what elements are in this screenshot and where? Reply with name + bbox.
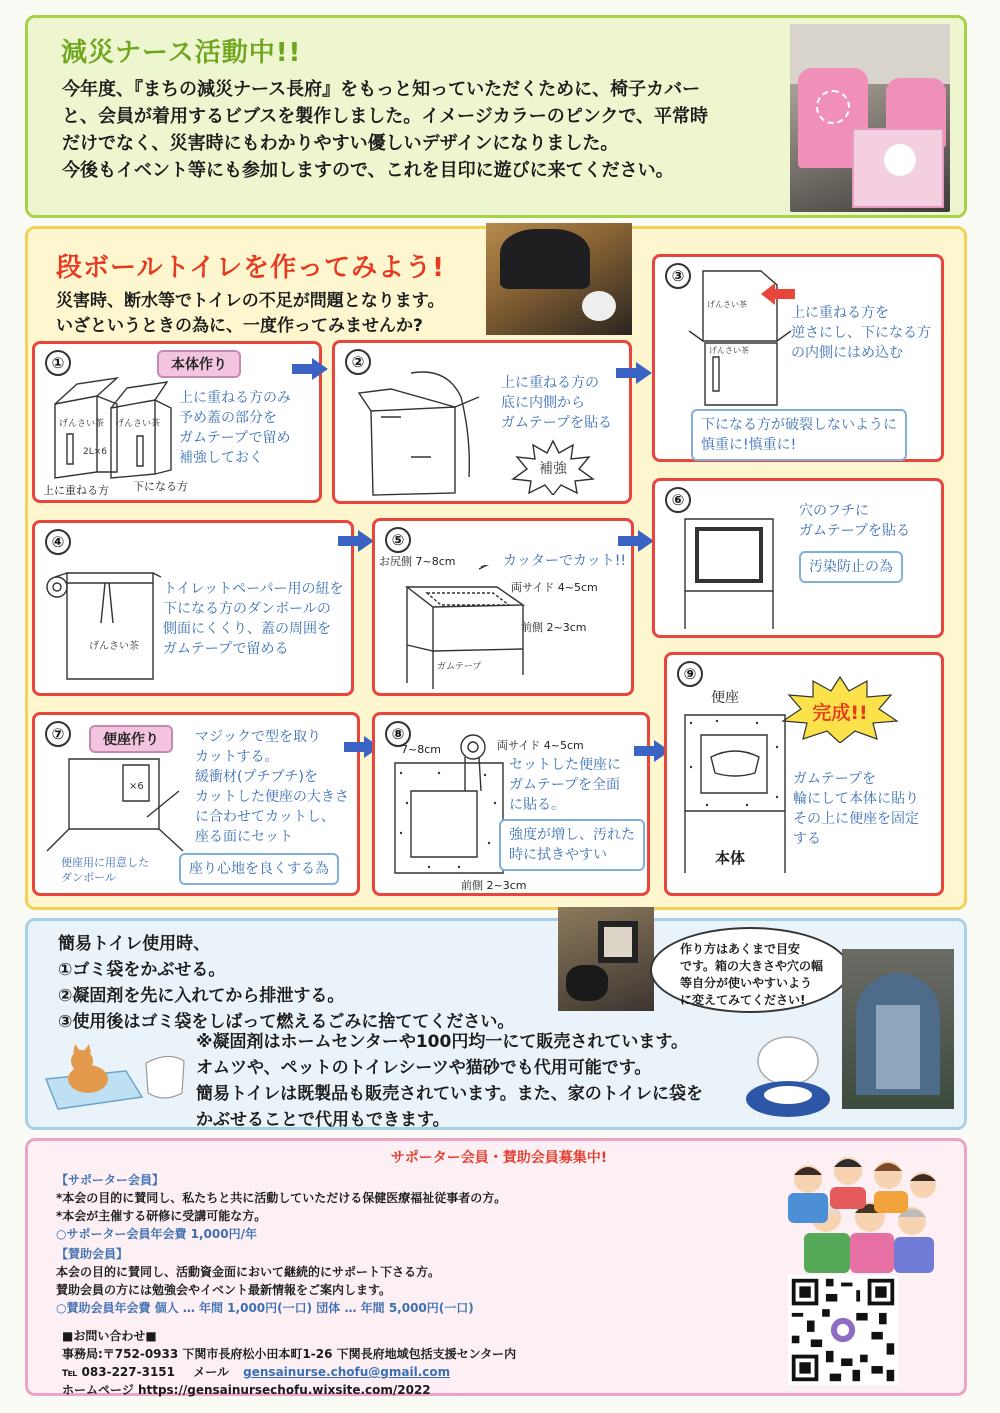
usage-line: 簡易トイレ使用時、 (58, 934, 211, 954)
step-4-text (163, 579, 343, 659)
step-number: ⑥ (665, 487, 691, 513)
step-text-line: ガムテープを貼る (799, 523, 911, 539)
intro-line: 災害時、断水等でトイレの不足が問題となります。 (56, 291, 445, 311)
contact-heading: ■お問い合わせ■ (62, 1329, 157, 1343)
arrow-right-icon (338, 530, 374, 552)
step-number: ④ (45, 529, 71, 555)
activity-title: 減災ナース活動中!! (61, 38, 302, 68)
step-text-line: 補強しておく (179, 450, 263, 466)
step-number: ① (45, 350, 71, 376)
toilet-intro (56, 289, 444, 339)
box-taping-sketch (351, 367, 501, 497)
sponsor-line: 賛助会員の方には勉強会やイベント最新情報をご案内します。 (56, 1283, 392, 1297)
usage-list (58, 931, 514, 1035)
supporter-fee: ○サポーター会員年会費 1,000円/年 (56, 1227, 257, 1241)
chair-cover-shape (852, 128, 944, 208)
taped-seat-sketch (389, 733, 513, 877)
note-line: 強度が増し、汚れた (509, 827, 635, 843)
caption-line: 便座用に用意した (61, 856, 149, 869)
main-body-pill: 本体作り (157, 350, 241, 378)
step-text-line: 側面にくくり、蓋の周囲を (163, 621, 331, 637)
box-label: ×6 (129, 781, 144, 792)
bag-toilet-photo (558, 907, 654, 1011)
mail-label: メール (193, 1365, 229, 1379)
step-7-text (195, 727, 349, 847)
sponsor-heading: 【賛助会員】 (56, 1247, 129, 1261)
step-3-caution (691, 409, 907, 461)
step-text-line: 穴のフチに (799, 503, 869, 519)
seat-making-pill: 便座作り (89, 725, 173, 753)
note-line: ※凝固剤はホームセンターや100円均一にて販売されています。 (196, 1032, 688, 1052)
red-pointer-arrow-icon (761, 283, 795, 305)
arrow-right-icon (292, 358, 328, 380)
step-text-line: 座る面にセット (195, 829, 293, 845)
step-text-line: セットした便座に (509, 757, 621, 773)
step-4 (32, 520, 354, 696)
usage-line: ①ゴミ袋をかぶせる。 (58, 960, 226, 980)
step-5 (372, 518, 634, 696)
box-label: げんさい茶 (709, 346, 749, 355)
note-line: 簡易トイレは既製品も販売されています。また、家のトイレに袋を (196, 1084, 703, 1104)
step-text-line: ガムテープを全面 (509, 777, 621, 793)
usage-line: ②凝固剤を先に入れてから排泄する。 (58, 986, 345, 1006)
supporter-line: *本会が主催する研修に受講可能な方。 (56, 1209, 267, 1223)
step-8-text (509, 755, 621, 815)
note-line: 慎重に!慎重に! (701, 437, 797, 453)
activity-line: 今年度、『まちの減災ナース長府』をもっと知っていただくために、椅子カバー (62, 79, 701, 100)
complete-burst-icon (781, 675, 899, 743)
body-label: 本体 (715, 849, 746, 867)
arrow-right-icon (618, 530, 654, 552)
back-measure: お尻側 7~8cm (379, 555, 456, 568)
step-text-line: ガムテープを (793, 771, 877, 787)
front-measure: 前側 2~3cm (521, 621, 587, 634)
qr-code-icon[interactable] (788, 1275, 898, 1385)
step-text-line: ガムテープを貼る (501, 415, 613, 431)
supporter-line: *本会の目的に賛同し、私たちと共に活動していただける保健医療福祉従事者の方。 (56, 1191, 507, 1205)
sponsor-line: 本会の目的に賛同し、活動資金面において継続的にサポート下さる方。 (56, 1265, 441, 1279)
bubble-line: 作り方はあくまで目安 (680, 942, 801, 956)
step-number: ③ (665, 263, 691, 289)
step-text-line: ガムテープで留め (179, 430, 291, 446)
step-3 (652, 254, 944, 462)
step-text-line: する (793, 831, 821, 847)
step-text-line: カットする。 (195, 749, 279, 765)
tel-number: ℡ 083-227-3151 (62, 1365, 176, 1379)
boxes-sketch (47, 374, 177, 482)
sides-measure: 両サイド 4~5cm (497, 739, 584, 752)
step-number: ② (345, 349, 371, 375)
step-1 (32, 341, 322, 503)
bubble-line: 等自分が使いやすいよう (680, 976, 813, 990)
strength-note (499, 819, 645, 871)
step-6-text (799, 501, 910, 541)
activity-line: と、会員が着用するビブスを製作しました。イメージカラーのピンクで、平常時 (62, 106, 709, 127)
seat-label: 便座 (711, 690, 739, 706)
portable-toilet-illustration (742, 1031, 842, 1123)
activity-line: だけでなく、災害時にもわかりやすい優しいデザインになりました。 (62, 133, 619, 154)
step-text-line: の内側にはめ込む (791, 345, 903, 361)
upper-box-label: 上に重ねる方 (43, 484, 109, 497)
usage-section (25, 918, 967, 1130)
usage-notes (196, 1029, 703, 1133)
step-number: ⑨ (677, 661, 703, 687)
people-illustration (778, 1149, 948, 1275)
seat-trace-sketch (43, 755, 189, 865)
contamination-note: 汚染防止の為 (799, 551, 903, 583)
step-text-line: に合わせてカットし、 (195, 809, 335, 825)
step-text-line: ガムテープで留める (163, 641, 289, 657)
step-number: ⑦ (45, 721, 71, 747)
mail-link[interactable]: gensainurse.chofu@gmail.com (243, 1365, 451, 1379)
reinforce-label: 補強 (539, 461, 567, 477)
comfort-note: 座り心地を良くする為 (179, 853, 339, 885)
usage-line: ③使用後はゴミ袋をしばって燃えるごみに捨ててください。 (58, 1012, 515, 1032)
step-8 (372, 712, 650, 896)
complete-label: 完成!! (812, 702, 868, 724)
seat-cardboard-caption (61, 855, 149, 885)
office-address: 事務局:〒752-0933 下関市長府松小田本町1-26 下関長府地域包括支援センター内 (62, 1347, 517, 1361)
intro-line: いざというときの為に、一度作ってみませんか? (56, 316, 423, 336)
step-9 (664, 652, 944, 896)
contact-row (62, 1363, 450, 1381)
members-heading: サポーター会員・賛助会員募集中! (390, 1150, 608, 1166)
step-text-line: 上に重ねる方を (791, 305, 889, 321)
sides-measure: 両サイド 4~5cm (511, 581, 598, 594)
note-line: 時に拭きやすい (509, 847, 607, 863)
activity-line: 今後もイベント等にも参加しますので、これを目印に遊びに来てください。 (62, 160, 674, 181)
bubble-line: に変えてみてください! (680, 993, 806, 1007)
back-measure: 7~8cm (401, 743, 441, 756)
step-text-line: その上に便座を固定 (793, 811, 919, 827)
paper-holder-sketch (45, 553, 161, 683)
note-line: 下になる方が破裂しないように (701, 417, 897, 433)
tent-photo (842, 949, 954, 1109)
step-text-line: 下になる方のダンボールの (163, 601, 331, 617)
activity-body (62, 76, 792, 184)
step-text-line: マジックで型を取り (195, 729, 321, 745)
box-label: げんさい茶 (707, 300, 747, 309)
step-text-line: トイレットペーパー用の紐を (163, 581, 344, 597)
step-9-text (793, 769, 919, 849)
box-label: 2L×6 (83, 447, 108, 457)
supporter-heading: 【サポーター会員】 (56, 1173, 165, 1187)
lower-box-label: 下になる方 (133, 480, 188, 493)
cut-hole-sketch (401, 565, 531, 691)
toilet-title: 段ボールトイレを作ってみよう! (56, 253, 446, 283)
box-label: げんさい茶 (115, 419, 161, 429)
sponsor-fee: ○賛助会員年会費 個人 … 年間 1,000円(一口) 団体 … 年間 5,000円(一口) (56, 1301, 474, 1315)
tape-label: ガムテープ (437, 662, 482, 672)
step-text-line: に貼る。 (509, 797, 565, 813)
step-text-line: 緩衝材(プチプチ)を (195, 769, 318, 785)
cardboard-toilet-photo (486, 223, 632, 335)
homepage[interactable]: ホームページ https://gensainursechofu.wixsite.com/2022 (62, 1383, 431, 1397)
box-label: げんさい茶 (59, 419, 105, 429)
step-text-line: 底に内側から (501, 395, 585, 411)
step-text-line: カットした便座の大きさ (195, 789, 349, 805)
note-line: かぶせることで代用もできます。 (196, 1110, 450, 1130)
speech-bubble (650, 927, 850, 1013)
step-number: ⑤ (385, 527, 411, 553)
caption-line: ダンボール (61, 871, 116, 884)
reinforce-burst-icon (511, 439, 595, 495)
taped-rim-sketch (677, 507, 787, 631)
step-text-line: 逆さにし、下になる方 (791, 325, 931, 341)
arrow-right-icon (616, 362, 652, 384)
vest-photo (790, 24, 950, 212)
front-measure: 前側 2~3cm (461, 879, 527, 892)
note-line: オムツや、ペットのトイレシーツや猫砂でも代用可能です。 (196, 1058, 652, 1078)
activity-section (25, 15, 967, 218)
step-text-line: 予め蓋の部分を (179, 410, 277, 426)
step-7 (32, 712, 360, 896)
cat-litter-illustration (42, 1031, 192, 1119)
step-text-line: 上に重ねる方のみ (179, 390, 291, 406)
bubble-line: です。箱の大きさや穴の幅 (680, 959, 824, 973)
cutter-label: カッターでカット!! (503, 553, 626, 569)
step-3-text (791, 303, 931, 363)
step-text-line: 輪にして本体に貼り (793, 791, 919, 807)
step-1-text (179, 388, 291, 468)
step-text-line: 上に重ねる方の (501, 375, 599, 391)
step-number: ⑧ (385, 721, 411, 747)
step-6 (652, 478, 944, 638)
step-2 (332, 340, 632, 504)
members-section (25, 1138, 967, 1396)
box-label: げんさい茶 (89, 641, 139, 652)
step-2-text (501, 373, 612, 433)
